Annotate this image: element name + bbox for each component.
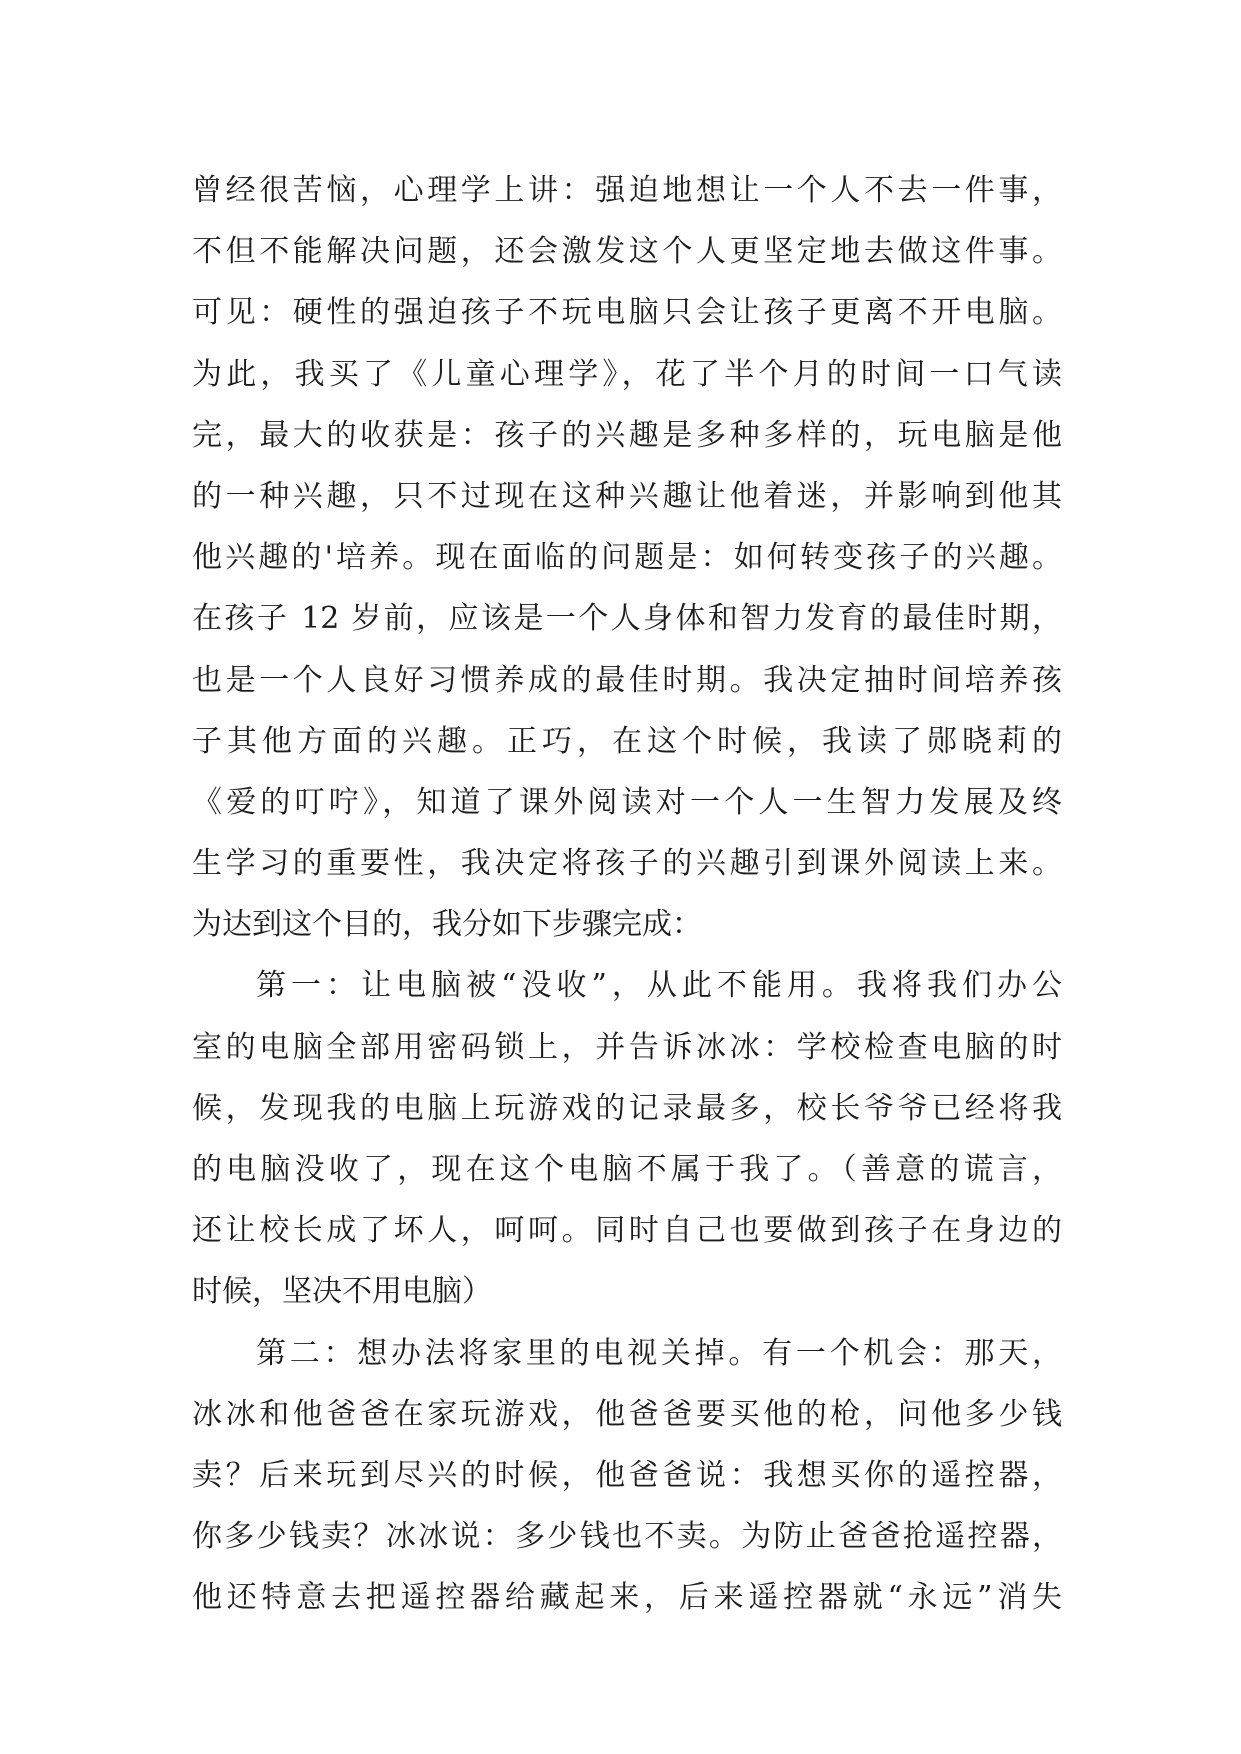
text-line: 室的电脑全部用密码锁上，并告诉冰冰：学校检查电脑的时	[192, 1029, 1062, 1065]
text-line: 你多少钱卖？冰冰说：多少钱也不卖。为防止爸爸抢遥控器，	[192, 1519, 1062, 1555]
text-line: 也是一个人良好习惯养成的最佳时期。我决定抽时间培养孩	[192, 662, 1062, 698]
text-line: 他还特意去把遥控器给藏起来，后来遥控器就“永远”消失	[192, 1580, 1062, 1616]
text-line: 在孩子 12 岁前，应该是一个人身体和智力发育的最佳时期，	[192, 601, 1062, 637]
text-line: 第二：想办法将家里的电视关掉。有一个机会：那天，	[256, 1335, 1062, 1371]
text-line: 《爱的叮咛》，知道了课外阅读对一个人一生智力发展及终	[192, 784, 1062, 820]
text-line: 卖？后来玩到尽兴的时候，他爸爸说：我想买你的遥控器，	[192, 1457, 1062, 1493]
text-line: 他兴趣的'培养。现在面临的问题是：如何转变孩子的兴趣。	[192, 540, 1062, 576]
text-line: 不但不能解决问题，还会激发这个人更坚定地去做这件事。	[192, 234, 1062, 270]
text-line: 还让校长成了坏人，呵呵。同时自己也要做到孩子在身边的	[192, 1213, 1062, 1249]
text-line: 的电脑没收了，现在这个电脑不属于我了。（善意的谎言，	[192, 1152, 1062, 1187]
text-line: 候，发现我的电脑上玩游戏的记录最多，校长爷爷已经将我	[192, 1090, 1062, 1126]
text-line: 的一种兴趣，只不过现在这种兴趣让他着迷，并影响到他其	[192, 478, 1062, 514]
text-line: 冰冰和他爸爸在家玩游戏，他爸爸要买他的枪，问他多少钱	[192, 1396, 1062, 1432]
text-line: 曾经很苦恼，心理学上讲：强迫地想让一个人不去一件事，	[192, 173, 1062, 208]
text-line: 第一：让电脑被“没收”，从此不能用。我将我们办公	[256, 968, 1062, 1004]
body-text	[192, 160, 1062, 1629]
text-line: 时候，坚决不用电脑）	[192, 1274, 492, 1310]
text-line: 可见：硬性的强迫孩子不玩电脑只会让孩子更离不开电脑。	[192, 295, 1062, 331]
text-line: 子其他方面的兴趣。正巧，在这个时候，我读了郧晓莉的	[192, 723, 1062, 759]
text-line: 完，最大的收获是：孩子的兴趣是多种多样的，玩电脑是他	[192, 417, 1062, 453]
text-line: 为达到这个目的，我分如下步骤完成：	[192, 907, 702, 943]
text-line: 为此，我买了《儿童心理学》，花了半个月的时间一口气读	[192, 356, 1062, 392]
text-line: 生学习的重要性，我决定将孩子的兴趣引到课外阅读上来。	[192, 846, 1062, 882]
